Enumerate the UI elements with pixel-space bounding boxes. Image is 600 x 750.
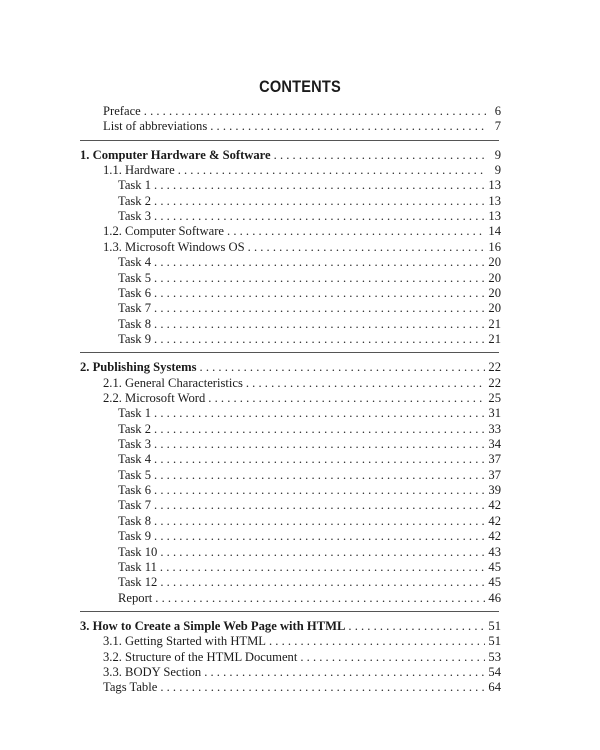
toc-entry-label: Report bbox=[118, 590, 153, 605]
dot-leader bbox=[154, 317, 485, 332]
toc-page-number: 39 bbox=[488, 483, 501, 498]
task-entry bbox=[118, 529, 501, 544]
toc-entry-label: 1. Computer Hardware & Software bbox=[80, 147, 271, 162]
dot-leader bbox=[154, 194, 485, 209]
dot-leader bbox=[274, 148, 486, 163]
section-divider bbox=[80, 611, 499, 612]
toc-entry-label: Task 9 bbox=[118, 529, 152, 544]
toc-page-number: 51 bbox=[488, 634, 501, 649]
toc-entry-label: Task 3 bbox=[118, 209, 152, 224]
toc-entry-label: Task 1 bbox=[118, 178, 152, 193]
toc-page-number: 6 bbox=[494, 104, 501, 118]
toc-entry-label: Task 7 bbox=[118, 498, 152, 513]
toc-page-number: 45 bbox=[488, 575, 501, 590]
toc-entry-label: Task 4 bbox=[118, 452, 152, 467]
dot-leader bbox=[154, 406, 485, 421]
dot-leader bbox=[246, 376, 486, 391]
toc-entry-label: Task 7 bbox=[118, 301, 152, 316]
section-divider bbox=[80, 140, 499, 141]
toc-page-number: 42 bbox=[488, 498, 501, 513]
dot-leader bbox=[154, 209, 485, 224]
toc-entry-label: Task 8 bbox=[118, 513, 152, 528]
toc-page-number: 16 bbox=[488, 239, 501, 254]
dot-leader bbox=[348, 619, 485, 634]
task-entry bbox=[118, 514, 501, 529]
toc-page-number: 54 bbox=[488, 664, 501, 679]
toc-page-number: 53 bbox=[488, 649, 501, 664]
dot-leader bbox=[160, 545, 485, 560]
toc-page-number: 9 bbox=[494, 163, 501, 178]
dot-leader bbox=[154, 529, 485, 544]
dot-leader bbox=[208, 391, 485, 406]
toc-entry-label: 1.2. Computer Software bbox=[103, 224, 225, 239]
chapter-heading bbox=[80, 619, 501, 634]
task-entry bbox=[118, 498, 501, 513]
dot-leader bbox=[227, 224, 485, 239]
toc-entry-label: Task 3 bbox=[118, 437, 152, 451]
dot-leader bbox=[154, 452, 485, 467]
toc-page-number: 9 bbox=[494, 147, 501, 162]
toc-page-number: 22 bbox=[488, 375, 501, 390]
toc-entry-label: Task 5 bbox=[118, 270, 152, 285]
chapter-heading bbox=[80, 148, 501, 163]
task-entry bbox=[118, 483, 501, 498]
toc-page-number: 31 bbox=[488, 406, 501, 421]
toc-entry-label: 3.1. Getting Started with HTML bbox=[103, 634, 266, 649]
task-entry bbox=[118, 468, 501, 483]
toc-entry-label: Task 2 bbox=[118, 421, 152, 436]
toc-page-number: 42 bbox=[488, 529, 501, 544]
toc-page-number: 13 bbox=[488, 209, 501, 224]
chapter-heading bbox=[80, 360, 501, 375]
dot-leader bbox=[154, 178, 485, 193]
toc-entry-label: Task 1 bbox=[118, 406, 152, 421]
section-entry bbox=[103, 650, 501, 665]
toc-page-number: 20 bbox=[488, 301, 501, 316]
toc-entry-label: 1.1. Hardware bbox=[103, 163, 175, 178]
toc-page-number: 37 bbox=[488, 467, 501, 482]
task-entry bbox=[118, 178, 501, 193]
dot-leader bbox=[154, 422, 485, 437]
dot-leader bbox=[269, 634, 485, 649]
toc-entry-label: 2.1. General Characteristics bbox=[103, 375, 243, 390]
toc-page-number: 51 bbox=[488, 618, 501, 633]
toc-page-number: 20 bbox=[488, 285, 501, 300]
dot-leader bbox=[154, 286, 485, 301]
toc-page-number: 64 bbox=[488, 680, 501, 695]
dot-leader bbox=[154, 514, 485, 529]
toc-entry-label: Tags Table bbox=[103, 680, 158, 695]
toc-page-number: 20 bbox=[488, 255, 501, 270]
task-entry bbox=[118, 271, 501, 286]
toc-page-number: 21 bbox=[488, 331, 501, 346]
toc-entry-label: Task 8 bbox=[118, 316, 152, 331]
dot-leader bbox=[210, 119, 486, 134]
toc-page-number: 22 bbox=[488, 360, 501, 375]
task-entry bbox=[118, 286, 501, 301]
task-entry bbox=[118, 194, 501, 209]
toc-page-number: 13 bbox=[488, 178, 501, 193]
toc-page-number: 21 bbox=[488, 316, 501, 331]
dot-leader bbox=[154, 437, 485, 452]
section-entry bbox=[103, 163, 501, 178]
toc-page-number: 45 bbox=[488, 559, 501, 574]
task-entry bbox=[118, 332, 501, 347]
toc-entry-label: Task 4 bbox=[118, 255, 152, 270]
toc-entry-label: Task 6 bbox=[118, 483, 152, 498]
toc-entry-label: 3.2. Structure of the HTML Document bbox=[103, 649, 298, 664]
task-entry bbox=[118, 406, 501, 421]
toc-entry-label: List of abbreviations bbox=[103, 119, 208, 134]
toc-entry-label: Task 9 bbox=[118, 331, 152, 346]
toc-page-number: 37 bbox=[488, 452, 501, 467]
toc-entry-label: 2. Publishing Systems bbox=[80, 360, 197, 375]
dot-leader bbox=[154, 332, 485, 347]
dot-leader bbox=[160, 560, 486, 575]
dot-leader bbox=[154, 468, 485, 483]
toc-entry-label: 1.3. Microsoft Windows OS bbox=[103, 239, 245, 254]
toc-entry-label: Task 12 bbox=[118, 575, 158, 590]
task-entry bbox=[118, 301, 501, 316]
toc-entry-label: 3.3. BODY Section bbox=[103, 664, 202, 679]
section-divider bbox=[80, 352, 499, 353]
front-matter-entry bbox=[103, 104, 501, 119]
dot-leader bbox=[160, 575, 485, 590]
task-entry bbox=[118, 545, 501, 560]
toc-entry-label: 2.2. Microsoft Word bbox=[103, 390, 206, 405]
section-entry bbox=[103, 376, 501, 391]
toc-page-number: 25 bbox=[488, 390, 501, 405]
task-entry bbox=[118, 437, 501, 452]
toc-entry-label: Task 6 bbox=[118, 285, 152, 300]
task-entry bbox=[118, 255, 501, 270]
section-entry bbox=[103, 240, 501, 255]
dot-leader bbox=[154, 483, 485, 498]
dot-leader bbox=[155, 591, 485, 606]
task-entry bbox=[118, 317, 501, 332]
dot-leader bbox=[154, 271, 485, 286]
dot-leader bbox=[154, 301, 485, 316]
toc-entry-label: Task 5 bbox=[118, 467, 152, 482]
section-entry bbox=[103, 634, 501, 649]
toc-page-number: 42 bbox=[488, 513, 501, 528]
toc-page-number: 20 bbox=[488, 270, 501, 285]
toc-entry-label: Task 11 bbox=[118, 559, 157, 574]
section-entry bbox=[103, 224, 501, 239]
toc-page-number: 13 bbox=[488, 193, 501, 208]
dot-leader bbox=[200, 360, 486, 375]
toc-entry-label: Preface bbox=[103, 104, 141, 118]
toc-entry-label: 3. How to Create a Simple Web Page with HTML bbox=[80, 618, 346, 633]
toc-entry-label: Task 2 bbox=[118, 193, 152, 208]
dot-leader bbox=[248, 240, 486, 255]
task-entry bbox=[118, 591, 501, 606]
toc-entry-label: Task 10 bbox=[118, 544, 158, 559]
task-entry bbox=[118, 560, 501, 575]
dot-leader bbox=[154, 255, 485, 270]
section-entry bbox=[103, 680, 501, 695]
dot-leader bbox=[300, 650, 485, 665]
section-entry bbox=[103, 391, 501, 406]
dot-leader bbox=[144, 104, 486, 119]
toc-page-number: 46 bbox=[488, 590, 501, 605]
task-entry bbox=[118, 452, 501, 467]
dot-leader bbox=[154, 498, 485, 513]
toc-page-number: 14 bbox=[488, 224, 501, 239]
task-entry bbox=[118, 422, 501, 437]
toc-page-number: 7 bbox=[494, 119, 501, 134]
section-entry bbox=[103, 665, 501, 680]
task-entry bbox=[118, 209, 501, 224]
page-title: CONTENTS bbox=[259, 77, 341, 96]
toc-page-number: 43 bbox=[488, 544, 501, 559]
toc-page-number: 33 bbox=[488, 421, 501, 436]
front-matter-entry bbox=[103, 119, 501, 134]
dot-leader bbox=[204, 665, 485, 680]
dot-leader bbox=[178, 163, 486, 178]
dot-leader bbox=[160, 680, 485, 695]
task-entry bbox=[118, 575, 501, 590]
toc-page-number: 34 bbox=[488, 437, 501, 451]
